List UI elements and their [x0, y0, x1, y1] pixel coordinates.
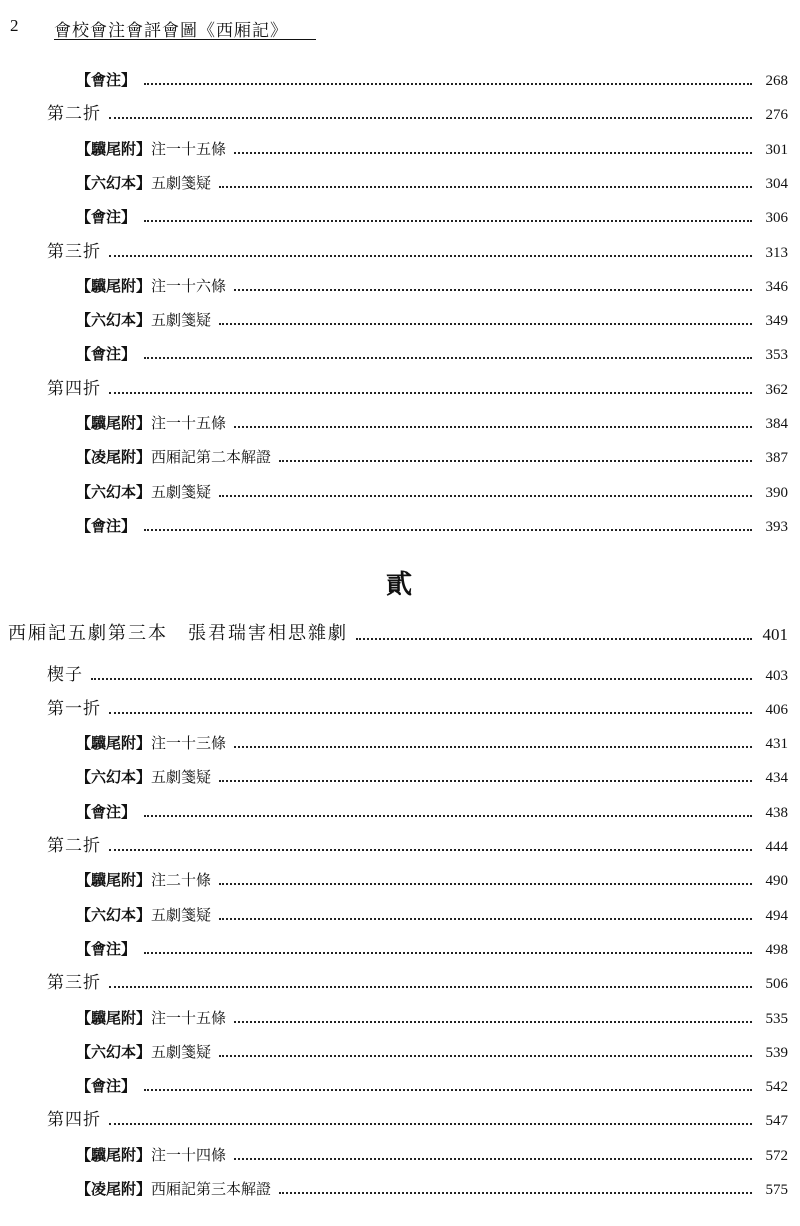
- toc-page-number: 393: [765, 518, 788, 535]
- dot-leader: [144, 529, 752, 531]
- toc-entry-label: [47, 99, 101, 124]
- toc-entry-bracket-tag: 【驥尾附】: [76, 871, 152, 890]
- dot-leader: [144, 357, 752, 359]
- toc-entry-bracket-tag: 【會注】: [76, 208, 137, 227]
- toc-page-number: 494: [765, 907, 788, 924]
- toc-page-number: 401: [762, 625, 788, 644]
- toc-subentry: [0, 407, 788, 433]
- toc-page-number: 444: [765, 839, 788, 855]
- dot-leader: [109, 986, 752, 988]
- toc-page-number: 346: [765, 278, 788, 295]
- toc-entry-bracket-tag: 【六幻本】: [76, 311, 152, 330]
- toc-page-number: 313: [765, 244, 788, 261]
- toc-entry-bracket-tag: 【六幻本】: [76, 768, 152, 787]
- toc-page-number: 384: [765, 416, 788, 432]
- toc-entry-bracket-tag: 【會注】: [76, 1077, 137, 1096]
- toc-subentry: [0, 1173, 788, 1199]
- dot-leader: [109, 712, 752, 714]
- toc-subentry: [0, 476, 788, 502]
- toc-subentry: [0, 761, 788, 787]
- toc-entry-label: [47, 968, 101, 993]
- toc-entry-text: 第四折: [47, 378, 101, 399]
- toc-entry-text: 注一十五條: [151, 1008, 227, 1027]
- toc-entry-label: [47, 694, 101, 719]
- toc-entry-bracket-tag: 【驥尾附】: [76, 139, 152, 158]
- toc-entry-bracket-tag: 【六幻本】: [76, 482, 152, 501]
- toc-page-number: 498: [765, 941, 788, 958]
- toc-subentry: [0, 201, 788, 227]
- dot-leader: [144, 815, 752, 817]
- toc-entry-text: 注一十四條: [151, 1145, 227, 1164]
- toc-page-number: 353: [765, 347, 788, 364]
- toc-entry-text: 注一十六條: [151, 276, 227, 295]
- toc-subentry: [0, 899, 788, 925]
- dot-leader: [144, 1089, 752, 1091]
- toc-subentry: [0, 304, 788, 330]
- toc-entry-text: 五劇箋疑: [151, 173, 212, 192]
- toc-chapter-entry: [0, 830, 788, 856]
- toc-entry-label: [76, 481, 211, 502]
- toc-entry-label: [76, 938, 136, 959]
- toc-page-number: 431: [765, 736, 788, 753]
- toc-entry-text: 注二十條: [151, 871, 212, 890]
- dot-leader: [144, 83, 752, 85]
- toc-volume-entry: [0, 619, 788, 645]
- toc-entry-bracket-tag: 【驥尾附】: [76, 414, 152, 432]
- toc-entry-text: 注一十五條: [151, 139, 227, 158]
- toc-subentry: [0, 727, 788, 753]
- toc-page-number: 539: [765, 1044, 788, 1061]
- toc-page-number: 403: [765, 667, 788, 684]
- toc-chapter-entry: [0, 1104, 788, 1130]
- toc-page-number: 387: [765, 450, 788, 467]
- toc-entry-bracket-tag: 【驥尾附】: [76, 734, 152, 753]
- section-marker: 貳: [385, 570, 414, 600]
- toc-entry-label: [76, 275, 226, 296]
- toc-page-number: 306: [765, 210, 788, 227]
- dot-leader: [91, 678, 752, 680]
- toc-page-number: 301: [765, 141, 788, 158]
- toc-entry-bracket-tag: 【凌尾附】: [76, 1180, 152, 1198]
- toc-subentry: [0, 796, 788, 822]
- toc-entry-text: 注一十三條: [151, 734, 227, 753]
- toc-entry-label: [76, 766, 211, 787]
- running-title: 會校會注會評會圖《西厢記》: [54, 21, 288, 41]
- toc-page-number: 276: [765, 107, 788, 124]
- toc-entry-bracket-tag: 【六幻本】: [76, 1042, 152, 1061]
- toc-entry-label: [76, 904, 211, 925]
- dot-leader: [234, 289, 752, 291]
- toc-entry-bracket-tag: 【會注】: [76, 516, 137, 535]
- toc-subentry: [0, 510, 788, 536]
- toc-chapter-entry: [0, 373, 788, 399]
- toc-page-number: 362: [765, 381, 788, 398]
- toc-chapter-entry: [0, 659, 788, 685]
- toc-entry-bracket-tag: 【會注】: [76, 802, 137, 821]
- toc-page-number: 572: [765, 1147, 788, 1164]
- dot-leader: [109, 255, 752, 257]
- toc-chapter-entry: [0, 236, 788, 262]
- toc-entry-text: 第三折: [47, 973, 101, 994]
- dot-leader: [234, 426, 752, 428]
- toc-entry-label: [76, 412, 226, 433]
- dot-leader: [219, 918, 752, 920]
- dot-leader: [234, 746, 752, 748]
- toc-entry-label: [8, 619, 348, 645]
- toc-subentry: [0, 133, 788, 159]
- toc-subentry: [0, 1036, 788, 1062]
- toc-entry-label: [76, 801, 136, 822]
- toc-page-number: 535: [765, 1010, 788, 1027]
- toc-entry-label: [47, 660, 83, 685]
- dot-leader: [144, 220, 752, 222]
- toc-entry-bracket-tag: 【六幻本】: [76, 905, 152, 924]
- toc-subentry: [0, 338, 788, 364]
- toc-entry-text: 第四折: [47, 1110, 101, 1131]
- toc-page-number: 547: [765, 1113, 788, 1130]
- toc-chapter-entry: [0, 693, 788, 719]
- toc-entry-text: 第三折: [47, 241, 101, 262]
- dot-leader: [219, 780, 752, 782]
- dot-leader: [219, 186, 752, 188]
- toc-subentry: [0, 1070, 788, 1096]
- toc-subentry: [0, 64, 788, 90]
- toc-entry-label: [76, 206, 136, 227]
- toc-entry-label: [76, 343, 136, 364]
- toc-entry-bracket-tag: 【會注】: [76, 939, 137, 958]
- toc-entry-label: [76, 138, 226, 159]
- toc-entry-label: [76, 172, 211, 193]
- toc-entry-label: [47, 237, 101, 262]
- toc-entry-bracket-tag: 【凌尾附】: [76, 448, 152, 467]
- toc-entry-text: 五劇箋疑: [151, 768, 212, 787]
- dot-leader: [279, 460, 752, 462]
- toc-page-number: 542: [765, 1079, 788, 1096]
- toc-page-number: 406: [765, 701, 788, 718]
- toc-entry-label: [47, 374, 101, 399]
- toc-entry-text: 五劇箋疑: [151, 482, 212, 501]
- dot-leader: [219, 883, 752, 885]
- toc-entry-bracket-tag: 【會注】: [76, 345, 137, 364]
- toc-page-number: 438: [765, 804, 788, 821]
- toc-entry-text: 五劇箋疑: [151, 311, 212, 330]
- dot-leader: [219, 323, 752, 325]
- toc-chapter-entry: [0, 967, 788, 993]
- toc-entry-text: 五劇箋疑: [151, 905, 212, 924]
- toc-entry-label: [76, 869, 211, 890]
- toc-page-number: 575: [765, 1182, 788, 1198]
- toc-entry-label: [76, 732, 226, 753]
- toc-page-number: 490: [765, 873, 788, 890]
- dot-leader: [279, 1192, 752, 1194]
- dot-leader: [144, 952, 752, 954]
- toc-page-number: 304: [765, 175, 788, 192]
- toc-entry-label: [76, 1007, 226, 1028]
- toc-entry-label: [76, 515, 136, 536]
- toc-entry-text: 五劇箋疑: [151, 1042, 212, 1061]
- toc-entry-label: [76, 1041, 211, 1062]
- toc-entry-label: [76, 1075, 136, 1096]
- toc-entry-bracket-tag: 【會注】: [76, 71, 137, 89]
- toc-entry-label: [76, 309, 211, 330]
- toc-entry-text: 第一折: [47, 698, 101, 719]
- toc-page-number: 268: [765, 73, 788, 89]
- dot-leader: [234, 152, 752, 154]
- toc-page-number: 390: [765, 484, 788, 501]
- toc-page-number: 349: [765, 313, 788, 330]
- toc-entry-label: [76, 1178, 271, 1199]
- toc-chapter-entry: [0, 98, 788, 124]
- toc-entry-bracket-tag: 【六幻本】: [76, 173, 152, 192]
- toc-page-number: 434: [765, 770, 788, 787]
- dot-leader: [219, 495, 752, 497]
- toc-entry-label: [76, 446, 271, 467]
- toc-entry-label: [47, 1105, 101, 1130]
- toc-entry-label: [76, 1144, 226, 1165]
- dot-leader: [234, 1021, 752, 1023]
- toc-subentry: [0, 864, 788, 890]
- toc-subentry: [0, 167, 788, 193]
- toc-subentry: [0, 441, 788, 467]
- toc-entry-label: [47, 831, 101, 856]
- toc-subentry: [0, 933, 788, 959]
- dot-leader: [219, 1055, 752, 1057]
- toc-entry-text: 第二折: [47, 104, 101, 125]
- toc-subentry: [0, 1002, 788, 1028]
- toc-entry-text: 西厢記五劇第三本 張君瑞害相思雜劇: [8, 623, 348, 644]
- dot-leader: [356, 638, 752, 640]
- toc-subentry: [0, 1139, 788, 1165]
- toc-entry-bracket-tag: 【驥尾附】: [76, 1008, 152, 1027]
- dot-leader: [109, 849, 752, 851]
- toc-entry-bracket-tag: 【驥尾附】: [76, 276, 152, 295]
- dot-leader: [234, 1158, 752, 1160]
- toc-subentry: [0, 270, 788, 296]
- toc-entry-bracket-tag: 【驥尾附】: [76, 1145, 152, 1164]
- page-number: 2: [10, 16, 19, 35]
- toc-entry-text: 注一十五條: [151, 414, 227, 432]
- toc-page-number: 506: [765, 976, 788, 993]
- dot-leader: [109, 117, 752, 119]
- toc-entry-text: 西厢記第二本解證: [151, 448, 272, 467]
- toc-entry-text: 第二折: [47, 836, 101, 856]
- toc-entry-label: [76, 69, 136, 90]
- dot-leader: [109, 1123, 752, 1125]
- toc-entry-text: 楔子: [47, 664, 83, 685]
- toc-entry-text: 西厢記第三本解證: [151, 1180, 272, 1198]
- dot-leader: [109, 392, 752, 394]
